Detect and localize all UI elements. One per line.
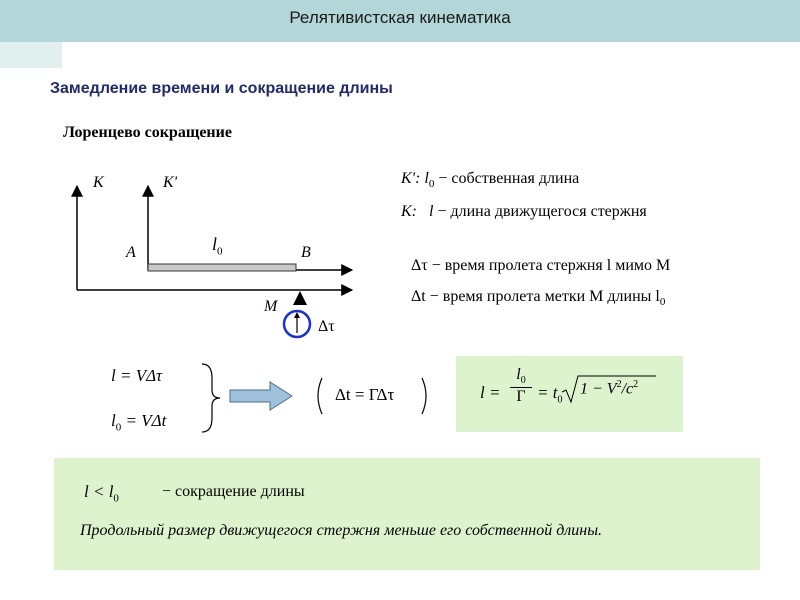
right-paren bbox=[422, 378, 426, 414]
frame-kprime-label: K' bbox=[163, 174, 178, 191]
delta-tau-label: Δτ bbox=[318, 318, 335, 335]
definition-moving-length: K: l − длина движущегося стержня bbox=[401, 203, 647, 220]
result-fraction: $l_0$ Γ bbox=[510, 366, 532, 406]
right-block-arrow-icon bbox=[230, 382, 292, 410]
definition-proper-length: K': $l_0$ − собственная длина bbox=[401, 170, 580, 191]
time-dilation-formula: Δt = ΓΔτ bbox=[335, 385, 395, 404]
conclusion-box bbox=[54, 458, 760, 570]
marker-m-label: M bbox=[264, 298, 278, 315]
result-lhs: l = bbox=[480, 383, 501, 402]
definition-delta-t: Δt − время пролета метки M длины $l_0$ bbox=[411, 288, 666, 309]
equation-l0: $l_0 = V\Delta t$ bbox=[111, 411, 167, 434]
frame-k-label: K bbox=[93, 174, 104, 191]
left-paren bbox=[318, 378, 322, 414]
system-brace bbox=[202, 364, 220, 432]
result-sqrt-body: $1 - V^2/c^2$ bbox=[580, 379, 639, 398]
rod bbox=[148, 264, 296, 271]
point-b-label: B bbox=[301, 244, 311, 261]
equation-l: l = VΔτ bbox=[111, 366, 163, 385]
result-eq: = $t_0$ bbox=[537, 383, 563, 406]
inequality-description: − сокращение длины bbox=[162, 483, 305, 500]
definition-delta-tau: Δτ − время пролета стержня l мимо M bbox=[411, 257, 671, 274]
subtitle: Лоренцево сокращение bbox=[63, 124, 232, 141]
triangle-marker-icon bbox=[293, 291, 307, 305]
conclusion-statement: Продольный размер движущегося стержня меньше его собственной длины. bbox=[80, 522, 603, 539]
inequality-formula: $l < l_0$ bbox=[84, 482, 119, 505]
point-a-label: A bbox=[126, 244, 136, 261]
section-title: Замедление времени и сокращение длины bbox=[50, 80, 393, 97]
rod-length-label: $l_0$ bbox=[212, 234, 223, 258]
page-title: Релятивистская кинематика bbox=[289, 8, 511, 27]
